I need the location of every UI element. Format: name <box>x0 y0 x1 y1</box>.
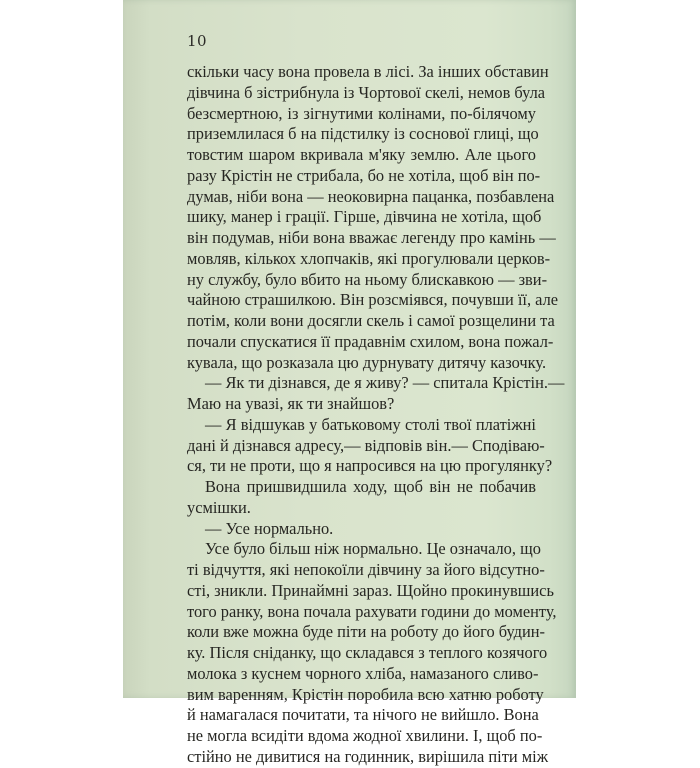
text-line: дівчина б зістрибнула із Чортової скелі, немов була <box>187 82 546 102</box>
text-line: молока з куснем чорного хліба, намазаного сливо- <box>187 663 539 683</box>
text-line: — Як ти дізнався, де я живу? — спитала Крістін.— <box>205 373 565 393</box>
text-line: товстим шаром вкривала м'яку землю. Але цього <box>187 145 536 164</box>
text-line: Маю на увазі, як ти знайшов? <box>187 394 395 413</box>
text-line: не могла всидіти вдома жодної хвилини. І, щоб по- <box>187 726 543 745</box>
text-line: — Усе нормально. <box>205 518 334 538</box>
text-line: разу Крістін не стрибала, бо не хотіла, щоб він по- <box>187 165 541 185</box>
text-line: дані й дізнався адресу,— відповів він.— Сподіваю- <box>187 435 545 455</box>
text-line: чайною страшилкою. Він розсміявся, почувши її, але <box>187 290 559 310</box>
text-line: ну службу, було вбито на ньому блискавкою — зви- <box>187 269 548 289</box>
text-line: безсмертною, із зігнутими колінами, по-білячому <box>187 103 536 123</box>
text-line: коли вже можна буде піти на роботу до його будин- <box>187 622 545 642</box>
text-line: він подумав, ніби вона вважає легенду про камінь — <box>187 228 556 247</box>
text-line: скільки часу вона провела в лісі. За інших обставин <box>187 62 549 81</box>
text-line: сті, зникли. Принаймні зараз. Щойно прокинувшись <box>187 580 554 600</box>
text-line: того ранку, вона почала рахувати години до моменту, <box>187 601 557 621</box>
text-line: Вона пришвидшила ходу, щоб він не побачив <box>205 477 536 496</box>
text-line: й намагалася почитати, та нічого не вийшло. Вона <box>187 705 539 725</box>
text-line: кувала, що розказала цю дурнувату дитячу казочку. <box>187 352 547 372</box>
text-line: усмішки. <box>187 497 251 517</box>
page-number: 10 <box>187 32 208 50</box>
text-line: ті відчуття, які непокоїли дівчину за його відсутно- <box>187 560 545 579</box>
text-line: стійно не дивитися на годинник, вирішила піти між <box>187 746 549 766</box>
text-line: думав, ніби вона — неоковирна пацанка, позбавлена <box>187 186 555 206</box>
text-line: приземлилася б на підстилку із соснової глиці, що <box>187 124 539 144</box>
text-line: почали спускатися її прадавнім схилом, вона пожал- <box>187 331 554 351</box>
text-line: ся, ти не проти, що я напросився на цю прогулянку? <box>187 456 553 476</box>
text-line: — Я відшукав у батьковому столі твої платіжні <box>205 414 536 434</box>
text-line: мовляв, кількох хлопчаків, які прогулювали церков- <box>187 248 551 268</box>
body-text <box>187 62 565 768</box>
text-line: потім, коли вони досягли скель і самої розщелини та <box>187 311 555 330</box>
text-line: Усе було більш ніж нормально. Це означало, що <box>205 539 541 559</box>
text-line: вим варенням, Крістін поробила всю хатню роботу <box>187 684 544 704</box>
text-line: шику, манер і грації. Гірше, дівчина не хотіла, щоб <box>187 207 542 227</box>
text-line: ку. Після сніданку, що складався з теплого козячого <box>187 643 548 662</box>
book-page <box>123 0 576 766</box>
